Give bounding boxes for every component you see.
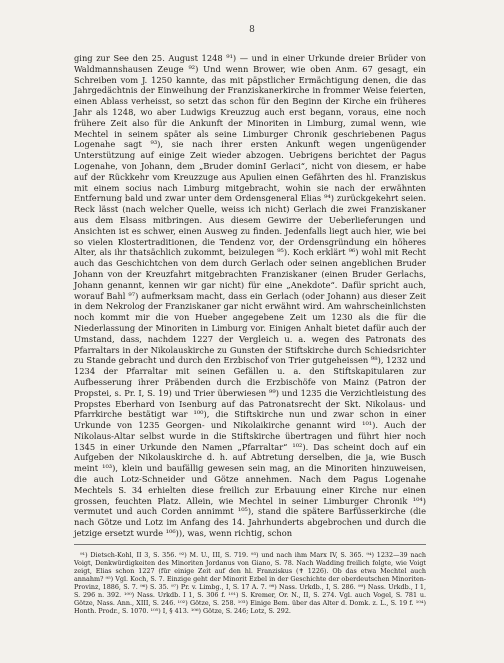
body-paragraph: ging zur See den 25. August 1248 ⁹¹) — und in einer Urkunde dreier Brüder von Waldmannshausen Zeuge ⁹²) Und wenn Brower, wie oben Anm. 67 gesagt, ein Schreiben vom J. 1250 kannte, das mit päpstlicher Ermächtigung denen, die das Jahrgedächtnis der Einweihung der Franziskanerkirche in frommer Weise feierten, einen Ablass verheisst, so setzt das schon für den Beginn der Kirche ein früheres Jahr als 1248, wo aber Ludwigs Kreuzzug auch erst begann, voraus, eine noch frühere Zeit also für die Ankunft der Minoriten in Limburg, zumal wenn, wie Mechtel in seinem später als seine Limburger Chronik geschriebenen Pagus Logenahe sagt ⁹³), sie nach ihrer ersten Ankunft wegen ungenügender Unterstützung auf einige Zeit wieder abzogen. Uebrigens berichtet der Pagus Logenahe, von Johann, dem „Bruder dominI Gerlaci“, nicht von diesem, er habe auf der Rückkehr vom Kreuzzuge aus Apulien einen Gefährten des hl. Franziskus mit einem socius nach Limburg mitgebracht, wohin sie nach der erwähnten Entfernung bald und zwar unter dem Ordensgeneral Elias ⁹⁴) zurückgekehrt seien. Reck lässt (nach welcher Quelle, weiss ich nicht) Gerlach die zwei Franziskaner aus dem Elsass mitbringen. Aus diesem Gewirre der Ueberlieferungen und Ansichten ist es schwer, einen Ausweg zu finden. Jedenfalls liegt auch hier, wie bei so vielen Klostertraditionen, die Tendenz vor, der Ordensgründung ein höheres Alter, als ihr thatsächlich zukommt, beizulegen ⁹⁵). Koch erklärt ⁹⁶) wohl mit Recht auch das Geschichtchen von dem durch Gerlach oder seinen angeblichen Bruder Johann von der Kreuzfahrt mitgebrachten Franziskaner (einen Bruder Gerlachs, Johann genannt, kennen wir gar nicht) für eine „Anekdote“. Dafür spricht auch, worauf Bahl ⁹⁷) aufmerksam macht, dass ein Gerlach (oder Johann) aus dieser Zeit in dem Nekrolog der Franziskaner gar nicht erwähnt wird. Am wahrscheinlichsten noch kommt mir die von Hueber angegebene Zeit um 1230 als die für die Niederlassung der Minoriten in Limburg vor. Einigen Anhalt bietet dafür auch der Umstand, dass, nachdem 1227 der Vergleich u. a. wegen des Patronats des Pfarraltars in der Nikolauskirche zu Gunsten der Stiftskirche durch Schiedsrichter zu Stande gebracht und durch den Erzbischof von Trier gutgeheissen ⁹⁸), 1232 und 1234 der Pfarraltar mit seinen Gefällen u. a. den Stiftskapitularen zur Aufbesserung ihrer Präbenden durch die Erzbischöfe von Mainz (Patron der Propstei, s. Pr. I, S. 19) und Trier überwiesen ⁹⁹) und 1235 die Verzichtleistung des Propstes Eberhard von Isenburg auf das Patronatsrecht der Skt. Nikolaus- und Pfarrkirche bestätigt war ¹⁰⁰), die Stiftskirche nun und zwar schon in einer Urkunde von 1235 Georgen- und Nikolaikirche genannt wird ¹⁰¹). Auch der Nikolaus-Altar selbst wurde in die Stiftskirche übertragen und führt hier noch 1345 in einer Urkunde den Namen „Pfarraltar“ ¹⁰²). Das scheint doch auf ein Aufgeben der Nikolauskirche d. h. auf Abtretung derselben, die ja, wie Busch meint ¹⁰³), klein und baufällig gewesen sein mag, an die Minoriten hinzuweisen, die auch Lotz-Schneider und Götze annehmen. Nach dem Pagus Logenahe Mechtels S. 34 erhielten diese freilich zur Erbauung einer Kirche nur einen grossen, feuchten Platz. Allein, wie Mechtel in seiner Limburger Chronik ¹⁰⁴) vermutet und auch Corden annimmt ¹⁰⁵), stand die spätere Barfüsserkirche (die nach Götze und Lotz im Anfang des 14. Jahrhunderts abgebrochen und durch die jetzige ersetzt wurde ¹⁰⁶)), was, wenn richtig, schon bbox=[74, 53, 426, 539]
main-text bbox=[74, 53, 426, 539]
footnotes bbox=[74, 551, 426, 615]
page-number: 8 bbox=[249, 25, 255, 35]
footnote-text: ⁹¹) Dietsch-Kohl, II 3, S. 356. ⁹²) M. U., III, S. 719. ⁹³) und nach ihm Marx IV, S. 365. ⁹⁴) 1232—39 nach Voigt, Denkwürdigkeiten des Minoriten Jordanus von Giano, S. 78. Nach Wadding freilich folgte, wie Voigt zeigt, Elias schon 1227 (für einige Zeit auf den hl. Franziskus (✝ 1226). Ob das etwa Mechtel auch annahm? ⁹⁵) Vgl. Koch, S. 7. Einzige geht der Minorit Ezbel in der Geschichte der oberdeutschen Minoriten-Provinz, 1886, S. 7. ⁹⁶) S. 35. ⁹⁷) Pr. v. Limbg., I, S. 17 A. 7. ⁹⁸) Nass. Urkdb., I, S. 286. ⁹⁹) Nass. Urkdb., I 1, S. 296 n. 392. ¹⁰⁰) Nass. Urkdb. I 1, S. 306 f. ¹⁰¹) S. Kremer, Or. N., II, S. 274. Vgl. auch Vogel, S. 781 u. Götze, Nass. Ann., XIII, S. 246. ¹⁰²) Götze, S. 258. ¹⁰³) Einige Bem. über das Alter d. Domk. z. L., S. 19 f. ¹⁰⁴) Honth. Prodr., S. 1070. ¹⁰⁵) I, § 413. ¹⁰⁶) Götze, S. 246; Lotz, S. 292. bbox=[74, 551, 426, 615]
footnote-divider bbox=[74, 544, 426, 545]
